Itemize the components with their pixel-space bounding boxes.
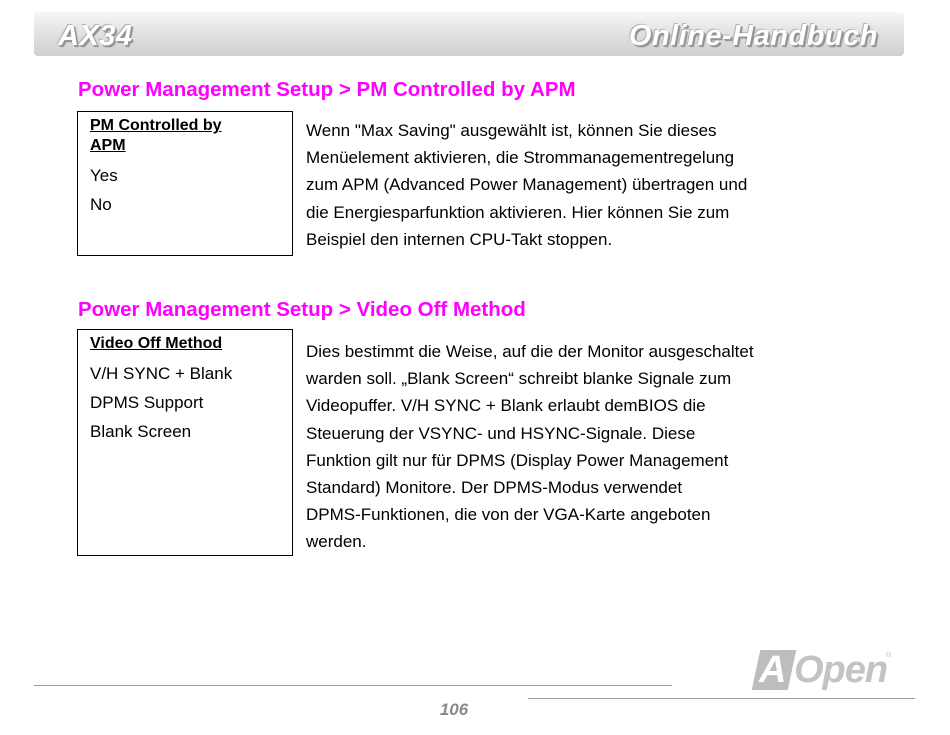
description-line: DPMS-Funktionen, die von der VGA-Karte angeboten: [306, 505, 711, 525]
option-box-heading: [90, 116, 280, 156]
description-line: Wenn "Max Saving" ausgewählt ist, können Sie dieses: [306, 121, 717, 140]
option-heading-line: PM Controlled by: [90, 117, 222, 134]
option-item-blank-screen: Blank Screen: [90, 422, 192, 441]
option-box-heading: [90, 334, 280, 354]
registered-mark: ®: [886, 652, 892, 659]
option-heading-line: APM: [90, 137, 126, 154]
description-line: Standard) Monitore. Der DPMS-Modus verwendet: [306, 478, 683, 498]
description-line: Videopuffer. V/H SYNC + Blank erlaubt demBIOS die: [306, 396, 706, 416]
option-box-pm-controlled: [77, 111, 293, 256]
header-product-title: AX34: [58, 20, 133, 52]
section-title-pm-controlled: Power Management Setup > PM Controlled by APM: [78, 78, 576, 101]
header-manual-title: Online-Handbuch: [628, 20, 878, 52]
page-number: 106: [439, 700, 469, 719]
description-line: die Energiesparfunktion aktivieren. Hier können Sie zum: [306, 202, 730, 222]
option-item-no: No: [90, 195, 112, 214]
section-description-video-off: [306, 338, 796, 556]
footer-divider-left: [34, 685, 672, 686]
description-line: Steuerung der VSYNC- und HSYNC-Signale. Diese: [306, 423, 696, 443]
logo-letter: A: [759, 649, 787, 691]
description-line: werden.: [306, 532, 367, 552]
section-description-pm-controlled: [306, 117, 796, 253]
description-line: Beispiel den internen CPU-Takt stoppen.: [306, 229, 613, 249]
description-line: Menüelement aktivieren, die Strommanagementregelung: [306, 148, 735, 168]
option-heading-line: Video Off Method: [90, 335, 223, 352]
description-line: warden soll. „Blank Screen“ schreibt blanke Signale zum: [306, 369, 732, 389]
logo-wordmark: Open: [794, 649, 888, 691]
section-title-video-off: Power Management Setup > Video Off Method: [78, 298, 526, 321]
footer-divider-right: [528, 698, 915, 699]
description-line: Funktion gilt nur für DPMS (Display Power Management: [306, 450, 729, 470]
option-item-vh-sync-blank: V/H SYNC + Blank: [90, 364, 233, 383]
description-line: Dies bestimmt die Weise, auf die der Monitor ausgeschaltet: [306, 342, 754, 361]
description-line: zum APM (Advanced Power Management) übertragen und: [306, 175, 748, 195]
option-item-yes: Yes: [90, 166, 118, 185]
option-box-video-off: [77, 329, 293, 556]
option-item-dpms-support: DPMS Support: [90, 393, 204, 412]
aopen-logo: [756, 650, 896, 694]
